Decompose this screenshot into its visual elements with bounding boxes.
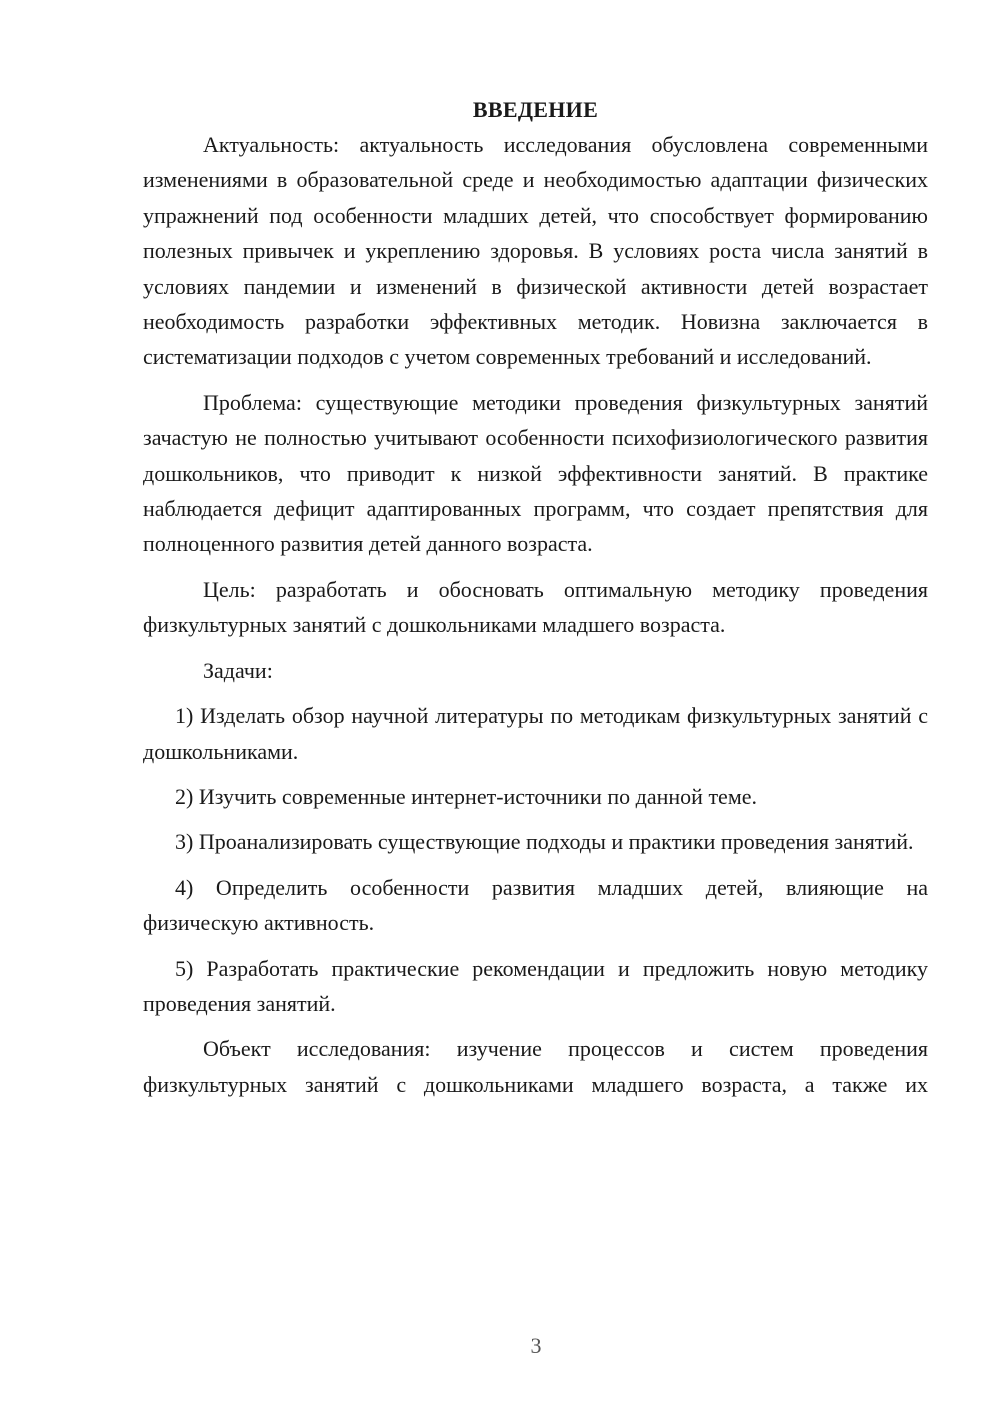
page-content <box>143 92 928 1102</box>
goal-paragraph: Цель: разработать и обосновать оптимальную методику проведения физкультурных занятий с дошкольниками младшего возраста. <box>143 576 928 638</box>
task-item-4: 4) Определить особенности развития младших детей, влияющие на физическую активность. <box>143 874 928 936</box>
object-paragraph: Объект исследования: изучение процессов и систем проведения физкультурных занятий с дошкольниками младшего возраста, а также их <box>143 1036 928 1097</box>
problem-paragraph: Проблема: существующие методики проведения физкультурных занятий зачастую не полностью учитывают особенности психофизиологического развития дошкольников, что приводит к низкой эффективности занятий. В практике наблюдается дефицит адаптированных программ, что создает препятствия для полноценного развития детей данного возраста. <box>143 389 928 557</box>
task-item-2: 2) Изучить современные интернет-источники по данной теме. <box>175 783 758 809</box>
task-item-3: 3) Проанализировать существующие подходы и практики проведения занятий. <box>175 829 914 855</box>
task-item-5: 5) Разработать практические рекомендации и предложить новую методику проведения занятий. <box>143 955 928 1016</box>
page-number: 3 <box>530 1333 542 1358</box>
page-title: ВВЕДЕНИЕ <box>472 97 599 122</box>
task-item-1: 1) Изделать обзор научной литературы по методикам физкультурных занятий с дошкольниками. <box>143 703 928 764</box>
tasks-heading: Задачи: <box>203 657 273 683</box>
relevance-paragraph: Актуальность: актуальность исследования обусловлена современными изменениями в образовательной среде и необходимостью адаптации физических упражнений под особенности младших детей, что способствует формированию полезных привычек и укреплению здоровья. В условиях роста числа занятий в условиях пандемии и изменений в физической активности детей возрастает необходимость разработки эффективных методик. Новизна заключается в систематизации подходов с учетом современных требований и исследований. <box>143 132 928 370</box>
